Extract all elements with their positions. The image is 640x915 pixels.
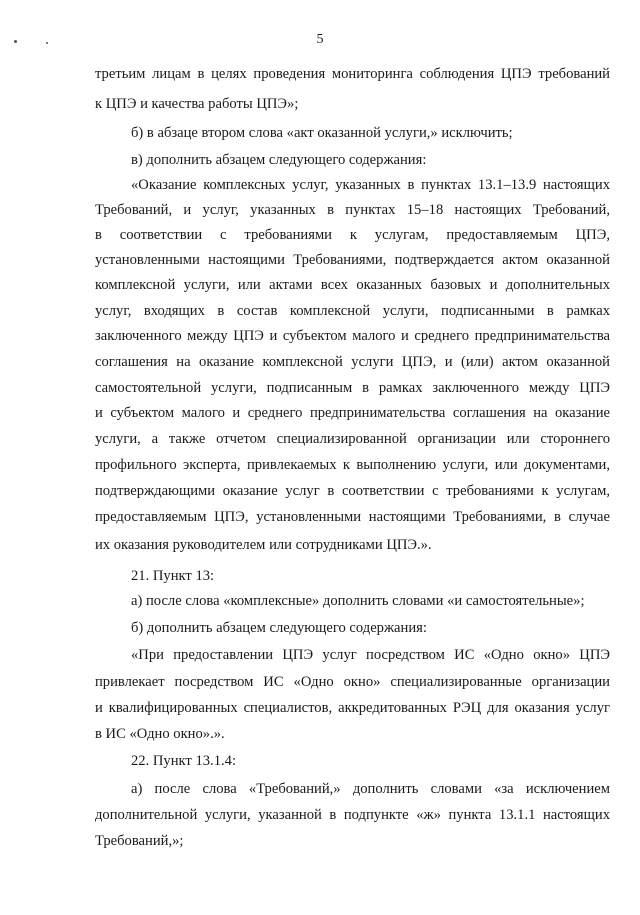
paragraph-line: предоставляемым ЦПЭ, установленными настоящими Требованиями, в случае — [95, 509, 610, 525]
paragraph-line: услуг, входящих в состав комплексной услуги, подписанными в рамках — [95, 303, 610, 319]
paragraph-line: привлекает посредством ИС «Одно окно» специализированные организации — [95, 674, 610, 690]
paragraph-line: заключенного между ЦПЭ и субъектом малого и среднего предпринимательства — [95, 328, 610, 344]
paragraph-line: их оказания руководителем или сотрудниками ЦПЭ.». — [95, 537, 432, 553]
paragraph-line: и субъектом малого и среднего предпринимательства соглашения на оказание — [95, 405, 610, 421]
paragraph-line: комплексной услуги, или актами всех оказанных базовых и дополнительных — [95, 277, 610, 293]
paragraph-line: б) дополнить абзацем следующего содержания: — [131, 620, 427, 636]
paragraph-line: третьим лицам в целях проведения мониторинга соблюдения ЦПЭ требований — [95, 66, 610, 82]
paragraph-line: в ИС «Одно окно».». — [95, 726, 225, 742]
paragraph-line: подтверждающими оказание услуг в соответствии с требованиями к услугам, — [95, 483, 610, 499]
paragraph-line: и квалифицированных специалистов, аккредитованных РЭЦ для оказания услуг — [95, 700, 610, 716]
paragraph-line: а) после слова «Требований,» дополнить словами «за исключением — [131, 781, 610, 797]
paragraph-line: 21. Пункт 13: — [131, 568, 215, 584]
paragraph-line: профильного эксперта, привлекаемых к выполнению услуги, или документами, — [95, 457, 610, 473]
paragraph-line: «Оказание комплексных услуг, указанных в пунктах 13.1–13.9 настоящих — [131, 177, 610, 193]
paragraph-line: в) дополнить абзацем следующего содержания: — [131, 152, 427, 168]
paragraph-line: а) после слова «комплексные» дополнить словами «и самостоятельные»; — [131, 593, 585, 609]
paragraph-line: «При предоставлении ЦПЭ услуг посредством ИС «Одно окно» ЦПЭ — [131, 647, 610, 663]
page-number: 5 — [316, 32, 324, 47]
paragraph-line: Требований, и услуг, указанных в пунктах 15–18 настоящих Требований, — [95, 202, 610, 218]
paragraph-line: 22. Пункт 13.1.4: — [131, 753, 236, 769]
paragraph-line: к ЦПЭ и качества работы ЦПЭ»; — [95, 96, 299, 112]
paragraph-line: услуги, а также отчетом специализированной организации или стороннего — [95, 431, 610, 447]
paragraph-line: в соответствии с требованиями к услугам, предоставляемым ЦПЭ, — [95, 227, 610, 243]
paragraph-line: б) в абзаце втором слова «акт оказанной услуги,» исключить; — [131, 125, 513, 141]
paragraph-line: соглашения на оказание комплексной услуги ЦПЭ, и (или) актом оказанной — [95, 354, 610, 370]
paragraph-line: самостоятельной услуги, подписанным в рамках заключенного между ЦПЭ — [95, 380, 610, 396]
paragraph-line: Требований,»; — [95, 833, 184, 849]
paragraph-line: установленными настоящими Требованиями, подтверждается актом оказанной — [95, 252, 610, 268]
paragraph-line: дополнительной услуги, указанной в подпункте «ж» пункта 13.1.1 настоящих — [95, 807, 610, 823]
